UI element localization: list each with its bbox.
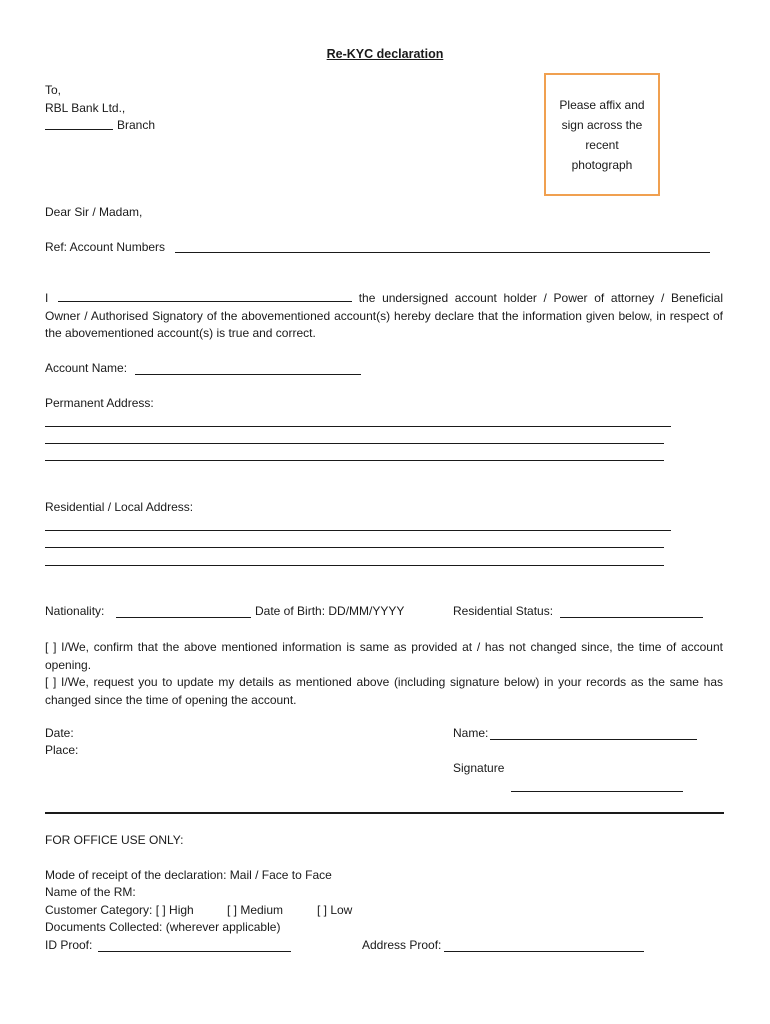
declaration-paragraph: [45, 290, 723, 343]
office-category-high[interactable]: Customer Category: [ ] High: [45, 903, 194, 917]
address-bank: RBL Bank Ltd.,: [45, 101, 126, 115]
office-category-medium[interactable]: [ ] Medium: [227, 903, 284, 917]
office-separator-rule: [45, 812, 724, 814]
photo-box-line-3: recent: [585, 137, 619, 152]
address-to: To,: [45, 83, 62, 97]
address-branch: Branch: [117, 118, 156, 132]
declarant-name-line[interactable]: [58, 291, 352, 302]
dob-label: Date of Birth: DD/MM/YYYY: [255, 604, 405, 618]
signature-line[interactable]: [511, 791, 683, 792]
confirm-option[interactable]: [ ] I/We, confirm that the above mentioned information is same as provided at / has not changed since, the time of account opening.: [45, 640, 723, 672]
salutation: Dear Sir / Madam,: [45, 205, 143, 219]
residential-address-line-2[interactable]: [45, 547, 664, 548]
document-title: Re-KYC declaration: [326, 47, 444, 61]
residential-status-line[interactable]: [560, 617, 703, 618]
signature-label: Signature: [453, 761, 505, 775]
office-mode-of-receipt: Mode of receipt of the declaration: Mail / Face to Face: [45, 868, 332, 882]
permanent-address-line-3[interactable]: [45, 460, 664, 461]
photo-affix-box: [544, 73, 660, 196]
residential-status-label: Residential Status:: [453, 604, 554, 618]
photo-box-line-1: Please affix and: [559, 97, 645, 112]
photo-box-line-4: photograph: [571, 157, 633, 172]
nationality-line[interactable]: [116, 617, 251, 618]
residential-address-line-3[interactable]: [45, 565, 664, 566]
place-label: Place:: [45, 743, 79, 757]
permanent-address-line-2[interactable]: [45, 443, 664, 444]
address-proof-line[interactable]: [444, 951, 644, 952]
residential-address-line-1[interactable]: [45, 530, 671, 531]
account-name-line[interactable]: [135, 374, 361, 375]
office-rm-name: Name of the RM:: [45, 885, 136, 899]
account-numbers-line[interactable]: [175, 252, 710, 253]
update-option[interactable]: [ ] I/We, request you to update my details as mentioned above (including signature below) in your records as the same has changed since the time of opening the account.: [45, 675, 723, 707]
declaration-text: the undersigned account holder / Power of attorney / Beneficial Owner / Authorised Signatory of the abovementioned account(s) hereby declare that the information given below, in respect of the abovementioned account(s) is true and correct.: [45, 291, 723, 340]
declaration-prefix: I: [45, 291, 49, 305]
date-label: Date:: [45, 726, 74, 740]
name-line[interactable]: [490, 739, 697, 740]
office-category-low[interactable]: [ ] Low: [317, 903, 353, 917]
account-name-label: Account Name:: [45, 361, 128, 375]
permanent-address-label: Permanent Address:: [45, 396, 154, 410]
office-id-proof-label: ID Proof:: [45, 938, 93, 952]
permanent-address-line-1[interactable]: [45, 426, 671, 427]
office-use-heading: FOR OFFICE USE ONLY:: [45, 833, 184, 847]
name-label: Name:: [453, 726, 489, 740]
nationality-label: Nationality:: [45, 604, 105, 618]
id-proof-line[interactable]: [98, 951, 291, 952]
residential-address-label: Residential / Local Address:: [45, 500, 194, 514]
branch-blank-line[interactable]: [45, 129, 113, 130]
photo-box-line-2: sign across the: [561, 117, 643, 132]
office-documents-collected: Documents Collected: (wherever applicable): [45, 920, 281, 934]
ref-label: Ref: Account Numbers: [45, 240, 166, 254]
office-address-proof-label: Address Proof:: [362, 938, 442, 952]
